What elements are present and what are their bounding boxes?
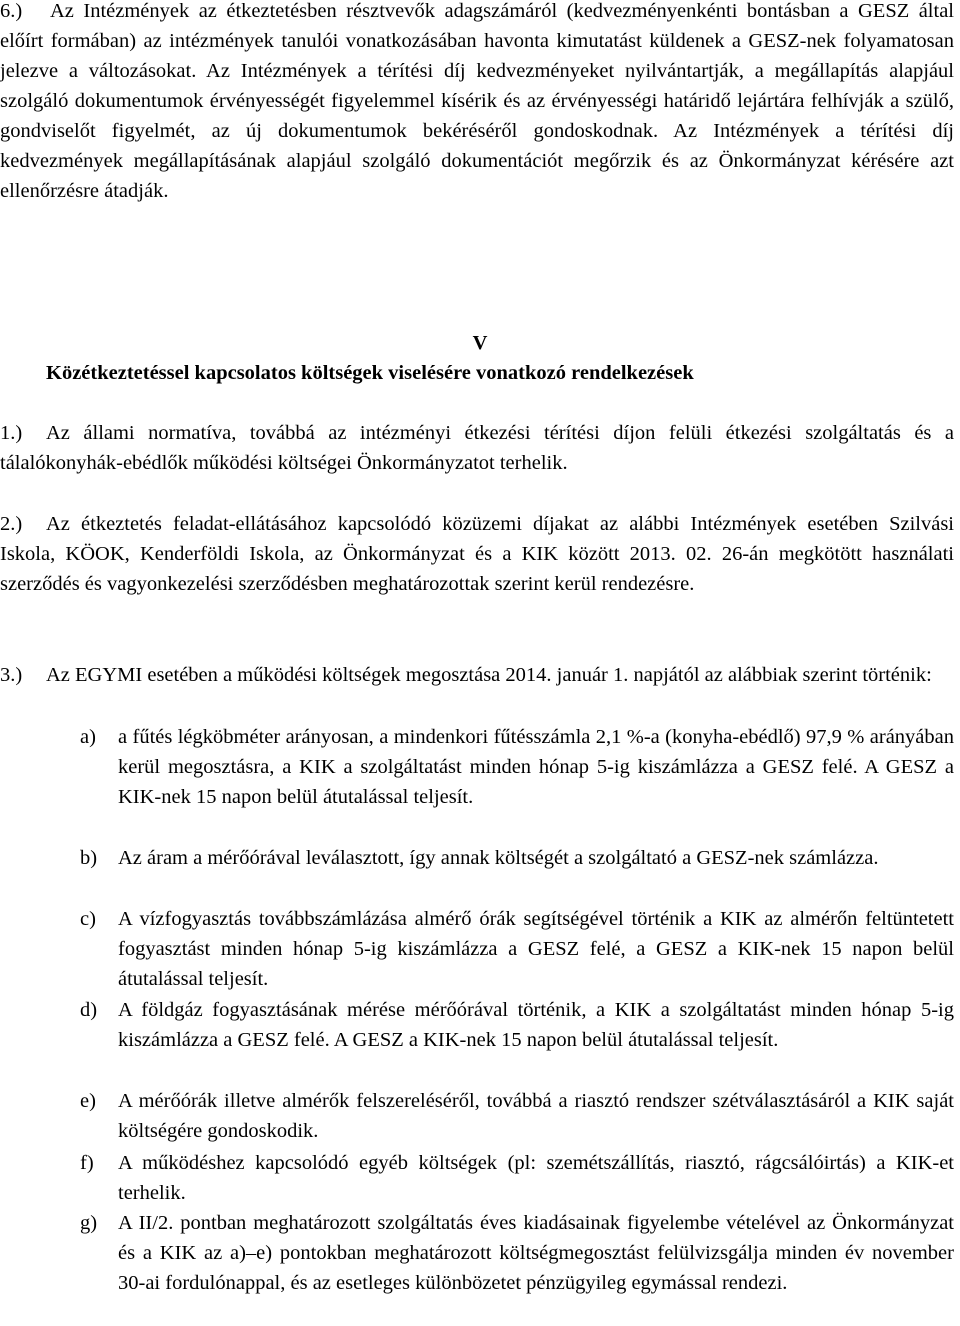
point-text: Az EGYMI esetében a működési költségek megosztása 2014. január 1. napjától az alábbiak szerint történik:	[46, 664, 932, 686]
point-number: 2.)	[0, 513, 23, 535]
chapter-numeral: V	[472, 332, 488, 354]
subitem-letter: f)	[80, 1152, 94, 1174]
subitem-letter: b)	[80, 847, 98, 869]
subitem-text: A működéshez kapcsolódó egyéb költségek (pl: szemétszállítás, riasztó, rágcsálóirtás) a KIK-et terhelik.	[118, 1152, 954, 1204]
subitem-text: A földgáz fogyasztásának mérése mérőórával történik, a KIK a szolgáltatást minden hónap 5-ig kiszámlázza a GESZ felé. A GESZ a KIK-nek 15 napon belül átutalással teljesít.	[118, 999, 954, 1051]
paragraph-text: Az Intézmények az étkeztetésben résztvevők adagszámáról (kedvezményenkénti bontásban a GESZ által előírt formában) az intézmények tanulói vonatkozásában havonta kimutatást küldenek a GESZ-nek folyamatosan jelezve a változásokat. Az Intézmények a térítési díj kedvezményeket nyilvántartják, a megállapítás alapjául szolgáló dokumentumok érvényességét figyelemmel kísérik és az érvényességi határidő lejártára felhívják a szülő, gondviselőt figyelmét, az új dokumentumok bekéréséről gondoskodnak. Az Intézmények a térítési díj kedvezmények megállapításának alapjául szolgáló dokumentációt megőrzik és az Önkormányzat kérésére azt ellenőrzésre átadják.	[0, 0, 954, 202]
subitem-text: A vízfogyasztás továbbszámlázása almérő órák segítségével történik a KIK az almérőn feltüntetett fogyasztást minden hónap 5-ig kiszámlázza a GESZ felé, a GESZ a KIK-nek 15 napon belül átutalással teljesít.	[118, 908, 954, 990]
point-text: Az étkeztetés feladat-ellátásához kapcsolódó közüzemi díjakat az alábbi Intézmények esetében Szilvási Iskola, KÖOK, Kenderföldi Iskola, az Önkormányzat és a KIK között 2013. 02. 26-án megkötött használati szerződés és vagyonkezelési szerződésben meghatározottak szerint kerül rendezésre.	[0, 513, 954, 595]
point-number: 3.)	[0, 664, 23, 686]
subitem-c	[80, 904, 954, 994]
point-3	[0, 660, 954, 690]
paragraph-6	[0, 0, 954, 206]
subitem-g	[80, 1208, 954, 1298]
subitem-letter: g)	[80, 1212, 98, 1234]
subitem-text: a fűtés légköbméter arányosan, a mindenkori fűtésszámla 2,1 %-a (konyha-ebédlő) 97,9 % arányában kerül megosztásra, a KIK a szolgáltatást minden hónap 5-ig kiszámlázza a GESZ felé. A GESZ a KIK-nek 15 napon belül átutalással teljesít.	[118, 726, 954, 808]
subitem-f	[80, 1148, 954, 1208]
point-1	[0, 418, 954, 478]
point-2	[0, 509, 954, 599]
subitem-a	[80, 722, 954, 812]
subitem-text: A II/2. pontban meghatározott szolgáltatás éves kiadásainak figyelembe vételével az Önkormányzat és a KIK az a)–e) pontokban meghatározott költségmegosztást felülvizsgálja minden év november 30-ai fordulónappal, és az esetleges különbözetet pénzügyileg egymással rendezi.	[118, 1212, 954, 1294]
subitem-d	[80, 995, 954, 1055]
point-text: Az állami normatíva, továbbá az intézményi étkezési térítési díjon felüli étkezési szolgáltatás és a tálalókonyhák-ebédlők működési költségei Önkormányzatot terhelik.	[0, 422, 954, 474]
subitem-text: Az áram a mérőórával leválasztott, így annak költségét a szolgáltató a GESZ-nek számlázza.	[118, 847, 879, 869]
subitem-b	[80, 843, 954, 873]
subitem-letter: d)	[80, 999, 98, 1021]
point-number: 1.)	[0, 422, 23, 444]
chapter-title: Közétkeztetéssel kapcsolatos költségek viselésére vonatkozó rendelkezések	[46, 362, 694, 384]
subitem-text: A mérőórák illetve almérők felszereléséről, továbbá a riasztó rendszer szétválasztásáról a KIK saját költségére gondoskodik.	[118, 1090, 954, 1142]
subitem-letter: c)	[80, 908, 96, 930]
paragraph-number: 6.)	[0, 0, 23, 22]
subitem-letter: e)	[80, 1090, 96, 1112]
subitem-letter: a)	[80, 726, 96, 748]
subitem-e	[80, 1086, 954, 1146]
